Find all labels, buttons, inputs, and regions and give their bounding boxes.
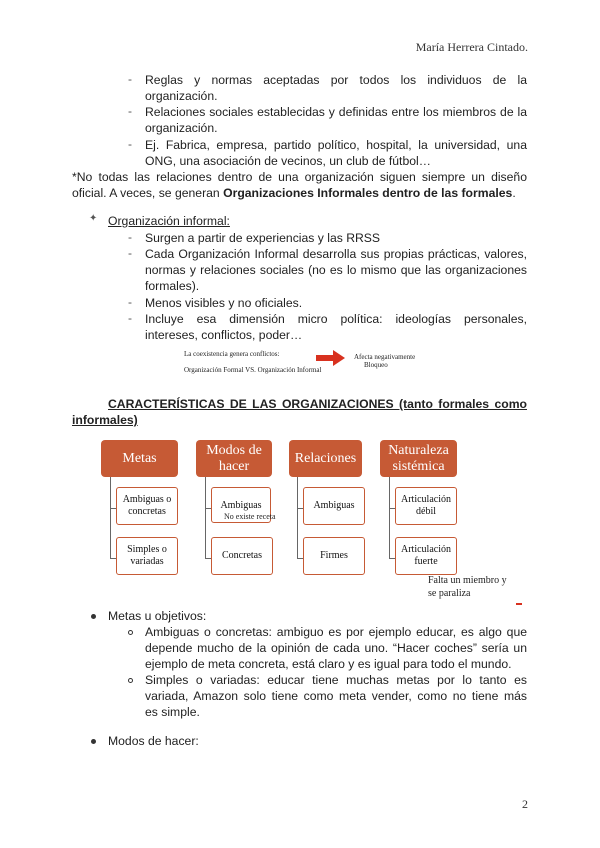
handwritten-left-2: Organización Formal VS. Organización Informal (184, 366, 322, 374)
formal-item-1-line2: organización. (145, 89, 218, 103)
informal-item-1: Surgen a partir de experiencias y las RRSS (145, 231, 381, 245)
note-line2-pre: oficial. A veces, se generan (72, 186, 224, 200)
annotation-falta-miembro-1: Falta un miembro y (428, 575, 507, 586)
circle-bullet-icon (128, 678, 133, 683)
diagram-box-modos-2: Concretas (211, 537, 273, 575)
handwritten-right-2: Bloqueo (364, 361, 388, 369)
formal-item-3-line2: ONG, una asociación de vecinos, un club de fútbol… (145, 154, 431, 168)
diagram-box-modos-1-label: Ambiguas (220, 500, 262, 511)
annotation-no-existe-receta: No existe receta (224, 512, 276, 521)
diagram-box-naturaleza-2: Articulación fuerte (395, 537, 457, 575)
formal-item-2-line1: Relaciones sociales establecidas y definidas entre los miembros de la (145, 105, 527, 119)
informal-bullet-icon: ✦ (89, 213, 98, 224)
annotation-falta-miembro-2: se paraliza (428, 588, 471, 599)
red-arrow-icon (316, 349, 346, 367)
note-line1: *No todas las relaciones dentro de una organización siguen siempre un diseño (72, 170, 527, 184)
handwritten-right-1: Afecta negativamente (354, 353, 416, 361)
page-number: 2 (522, 797, 528, 811)
metas-sub1-line2: depende mucho de la opinión de cada uno. “Hacer coches” sería un (145, 641, 527, 655)
informal-item-3: Menos visibles y no oficiales. (145, 296, 303, 310)
metas-sub1-line3: ejemplo de meta concreta, está claro y es igual para todo el mundo. (145, 657, 512, 671)
formal-item-1-line1: Reglas y normas aceptadas por todos los individuos de la (145, 73, 527, 87)
list-dash: - (128, 246, 132, 260)
list-dash: - (128, 72, 132, 86)
diagram-box-relaciones-2: Firmes (303, 537, 365, 575)
diagram-box-metas-2: Simples o variadas (116, 537, 178, 575)
modos-heading: Modos de hacer: (108, 734, 199, 748)
diagram-box-relaciones-1: Ambiguas (303, 487, 365, 525)
diagram-header-metas: Metas (101, 440, 178, 477)
list-dash: - (128, 311, 132, 325)
informal-item-2-line1: Cada Organización Informal desarrolla sus propias prácticas, valores, (145, 247, 527, 261)
list-dash: - (128, 230, 132, 244)
list-dash: - (128, 104, 132, 118)
metas-sub2-line2: variada, Amazon solo tiene como meta vender, como no tiene más (145, 689, 527, 703)
diagram-header-modos: Modos de hacer (196, 440, 272, 477)
note-line2-post: . (512, 186, 516, 200)
informal-item-2-line3: formales). (145, 279, 200, 293)
formal-item-3-line1: Ej. Fabrica, empresa, partido político, hospital, la universidad, una (145, 138, 527, 152)
connector-line (110, 477, 111, 559)
section-title-line2: informales) (72, 413, 138, 427)
connector-line (389, 477, 390, 559)
metas-heading: Metas u objetivos: (108, 609, 207, 623)
note-line2 (72, 185, 516, 201)
diagram-box-naturaleza-1: Articulación débil (395, 487, 457, 525)
red-mark (516, 603, 522, 605)
list-dash: - (128, 137, 132, 151)
note-line2-bold: Organizaciones Informales dentro de las formales (223, 186, 513, 200)
header-author: María Herrera Cintado. (415, 40, 528, 54)
metas-sub2-line3: es simple. (145, 705, 200, 719)
metas-sub1-line1: Ambiguas o concretas: ambiguo es por ejemplo educar, es algo que (145, 625, 527, 639)
bullet-icon (91, 614, 96, 619)
diagram-header-relaciones: Relaciones (289, 440, 362, 477)
metas-sub2-line1: Simples o variadas: educar tiene muchas metas por lo tanto es (145, 673, 527, 687)
bullet-icon (91, 739, 96, 744)
handwritten-left-1: La coexistencia genera conflictos: (184, 350, 280, 358)
informal-heading: Organización informal: (108, 214, 230, 228)
list-dash: - (128, 295, 132, 309)
informal-item-4-line1: Incluye esa dimensión micro política: ideologías personales, (145, 312, 527, 326)
circle-bullet-icon (128, 630, 133, 635)
diagram-header-naturaleza: Naturaleza sistémica (380, 440, 457, 477)
informal-item-2-line2: normas y relaciones sociales (no es lo mismo que las organizaciones (145, 263, 527, 277)
section-title-line1: CARACTERÍSTICAS DE LAS ORGANIZACIONES (tanto formales como (108, 397, 527, 411)
connector-line (297, 477, 298, 559)
connector-line (205, 477, 206, 559)
diagram-box-metas-1: Ambiguas o concretas (116, 487, 178, 525)
formal-item-2-line2: organización. (145, 121, 218, 135)
informal-item-4-line2: intereses, conflictos, poder… (145, 328, 303, 342)
